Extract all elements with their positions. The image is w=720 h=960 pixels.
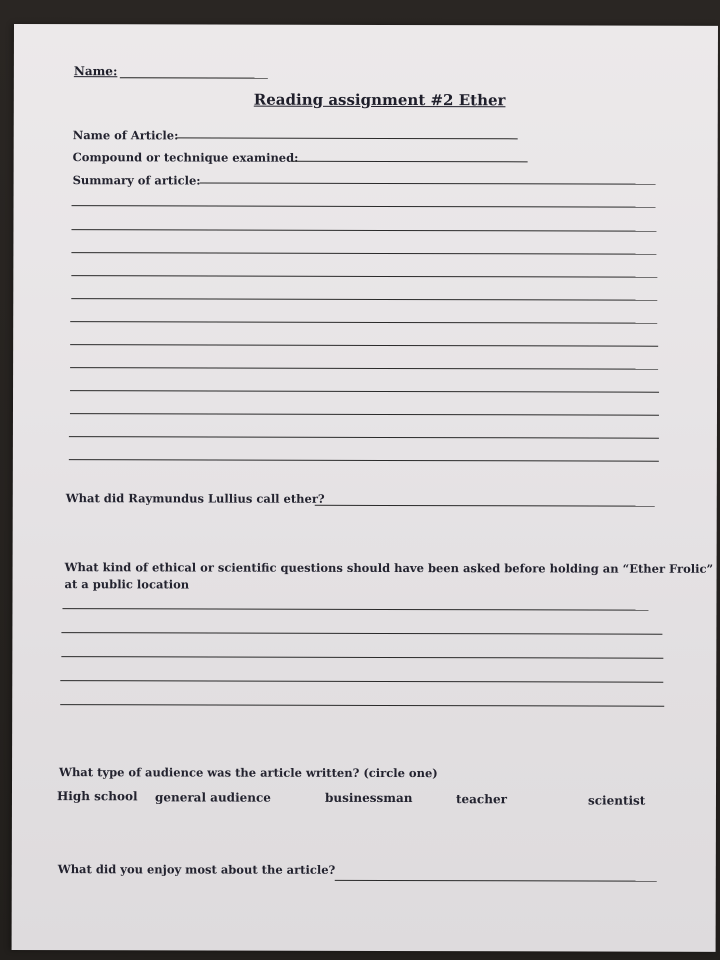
summary-line[interactable] bbox=[70, 344, 658, 347]
option-teacher[interactable]: teacher bbox=[455, 792, 507, 807]
option-scientist[interactable]: scientist bbox=[587, 793, 646, 808]
ethics-answer-line[interactable] bbox=[60, 680, 663, 683]
option-high-school[interactable]: High school bbox=[56, 789, 138, 804]
name-line[interactable] bbox=[119, 65, 267, 78]
option-businessman[interactable]: businessman bbox=[324, 790, 413, 806]
summary-line[interactable] bbox=[71, 298, 657, 301]
ethics-question-cont: at a public location bbox=[64, 577, 190, 592]
summary-line[interactable] bbox=[72, 205, 656, 208]
compound-line[interactable] bbox=[292, 161, 528, 163]
name-field[interactable] bbox=[74, 64, 268, 79]
summary-line[interactable] bbox=[71, 229, 656, 232]
ethics-answer-line[interactable] bbox=[61, 632, 662, 635]
enjoy-question: What did you enjoy most about the article? bbox=[57, 862, 336, 877]
audience-question: What type of audience was the article written? (circle one) bbox=[59, 765, 438, 781]
summary-line[interactable] bbox=[70, 321, 657, 324]
page-title: Reading assignment #2 Ether bbox=[253, 90, 506, 110]
ethics-question: What kind of ethical or scientific questions should have been asked before holding an “Ether Frolic” bbox=[64, 560, 714, 576]
summary-line[interactable] bbox=[71, 275, 657, 278]
ethics-answer-line[interactable] bbox=[62, 608, 648, 611]
summary-line[interactable] bbox=[70, 367, 658, 370]
summary-line[interactable] bbox=[69, 436, 659, 439]
summary-line[interactable] bbox=[200, 182, 656, 184]
lullius-answer-line[interactable] bbox=[315, 505, 655, 507]
summary-line[interactable] bbox=[70, 390, 659, 393]
lullius-question: What did Raymundus Lullius call ether? bbox=[65, 491, 325, 506]
article-name-line[interactable] bbox=[176, 137, 518, 139]
option-general-audience[interactable]: general audience bbox=[154, 790, 271, 805]
summary-line[interactable] bbox=[70, 413, 659, 416]
article-name-label: Name of Article: bbox=[72, 128, 179, 143]
summary-line[interactable] bbox=[69, 459, 659, 462]
ethics-answer-line[interactable] bbox=[60, 704, 664, 707]
summary-line[interactable] bbox=[71, 252, 656, 255]
ethics-answer-line[interactable] bbox=[61, 656, 663, 659]
worksheet-page bbox=[12, 24, 718, 952]
enjoy-answer-line[interactable] bbox=[335, 880, 657, 882]
compound-label: Compound or technique examined: bbox=[72, 150, 299, 165]
name-label: Name: bbox=[73, 64, 118, 79]
summary-label: Summary of article: bbox=[72, 173, 201, 188]
